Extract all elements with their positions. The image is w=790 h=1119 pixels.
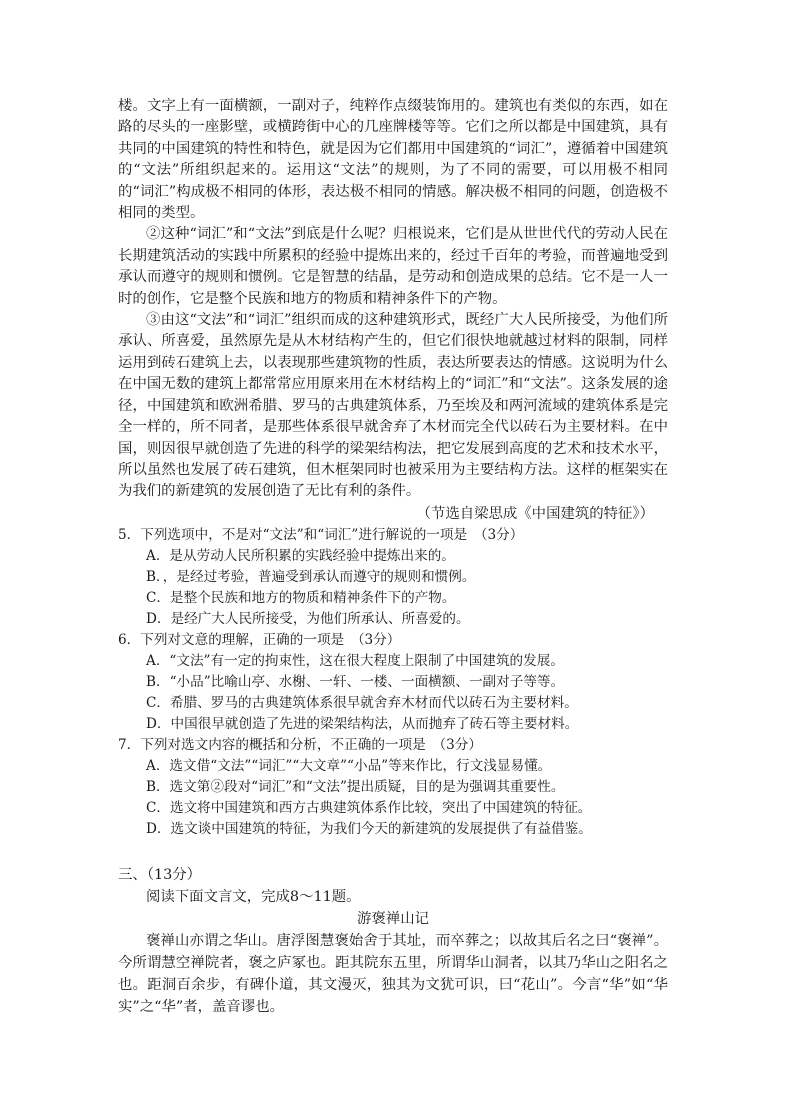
option-b: B．“小品”比喻山亭、水榭、一轩、一楼、一面横额、一副对子等等。 (146, 673, 565, 690)
question-6 (118, 630, 668, 735)
passage-paragraph-3: ③由这“文法”和“词汇”组织而成的这种建筑形式，既经广大人民所接受，为他们所承认、所喜爱，虽然原先是从木材结构产生的，但它们很快地就越过材料的限制，同样运用到砖石建筑上去，以表现那些建筑物的性质，表达所要表达的情感。这说明为什么在中国无数的建筑上都常常应用原来用在木材结构上的“词汇”和“文法”。这条发展的途径，中国建筑和欧洲希腊、罗马的古典建筑体系，乃至埃及和两河流域的建筑体系是完全一样的，所不同者，是那些体系很早就舍弃了木材而完全代以砖石为主要材料。在中国，则因很早就创造了先进的科学的梁架结构法，把它发展到高度的艺术和技术水平，所以虽然也发展了砖石建筑，但木框架同时也被采用为主要结构方法。这样的框架实在为我们的新建筑的发展创造了无比有利的条件。 (118, 312, 668, 500)
passage-paragraph-1: 楼。文字上有一面横额，一副对子，纯粹作点缀装饰用的。建筑也有类似的东西，如在路的尽头的一座影壁，或横跨街中心的几座牌楼等等。它们之所以都是中国建筑，具有共同的中国建筑的特性和特色，就是因为它们都用中国建筑的“词汇”，遵循着中国建筑的“文法”所组织起来的。运用这“文法”的规则，为了不同的需要，可以用极不相同的“词汇”构成极不相同的体形，表达极不相同的情感。解决极不相同的问题，创造极不相同的类型。 (118, 98, 668, 222)
option-c: C．选文将中国建筑和西方古典建筑体系作比较，突出了中国建筑的特征。 (146, 799, 592, 816)
question-5 (118, 525, 668, 630)
option-b: B．选文第②段对“词汇”和“文法”提出质疑，目的是为强调其重要性。 (146, 778, 565, 795)
reading-passage (118, 96, 668, 525)
option-a: A．选文借“文法”“词汇”“大文章”“小品”等来作比，行文浅显易懂。 (146, 757, 552, 774)
option-d: D．中国很早就创造了先进的梁架结构法，从而抛弃了砖石等主要材料。 (146, 715, 579, 732)
question-stem: 6．下列对文意的理解，正确的一项是 （3分） (118, 631, 401, 648)
option-d: D．是经广大人民所接受，为他们所承认、所喜爱的。 (146, 610, 470, 627)
question-stem: 5．下列选项中，不是对“文法”和“词汇”进行解说的一项是 （3分） (118, 526, 524, 543)
option-c: C．希腊、罗马的古典建筑体系很早就舍弃木材而代以砖石为主要材料。 (146, 694, 578, 711)
question-7 (118, 735, 668, 840)
option-a: A．是从劳动人民所积累的实践经验中提炼出来的。 (146, 547, 455, 564)
option-b: B．，是经过考验，普遍受到承认而遵守的规则和惯例。 (146, 568, 476, 585)
option-a: A．“文法”有一定的拘束性，这在很大程度上限制了中国建筑的发展。 (146, 652, 564, 669)
option-d: D．选文谈中国建筑的特征，为我们今天的新建筑的发展提供了有益借鉴。 (146, 820, 592, 837)
section-3 (118, 864, 668, 1018)
section-title: 三、（13分） (118, 866, 202, 883)
section-instruction: 阅读下面文言文，完成8～11题。 (146, 888, 361, 905)
classical-passage-title: 游褒禅山记 (357, 910, 429, 927)
passage-paragraph-2: ②这种“词汇”和“文法”到底是什么呢？归根说来，它们是从世世代代的劳动人民在长期建筑活动的实践中所累积的经验中提炼出来的，经过千百年的考验，而普遍地受到承认而遵守的规则和惯例。它是智慧的结晶，是劳动和创造成果的总结。它不是一人一时的创作，它是整个民族和地方的物质和精神条件下的产物。 (118, 226, 668, 307)
passage-source: （节选自梁思成《中国建筑的特征》） (416, 505, 654, 522)
question-stem: 7．下列对选文内容的概括和分析，不正确的一项是 （3分） (118, 736, 482, 753)
option-c: C．是整个民族和地方的物质和精神条件下的产物。 (146, 589, 456, 606)
classical-passage-text: 褒禅山亦谓之华山。唐浮图慧褒始舍于其址，而卒葬之；以故其后名之曰“褒禅”。今所谓慧空禅院者，褒之庐冢也。距其院东五里，所谓华山洞者，以其乃华山之阳名之也。距洞百余步，有碑仆道，其文漫灭，独其为文犹可识，曰“花山”。今言“华”如“华实”之“华”者，盖音谬也。 (118, 932, 668, 1015)
